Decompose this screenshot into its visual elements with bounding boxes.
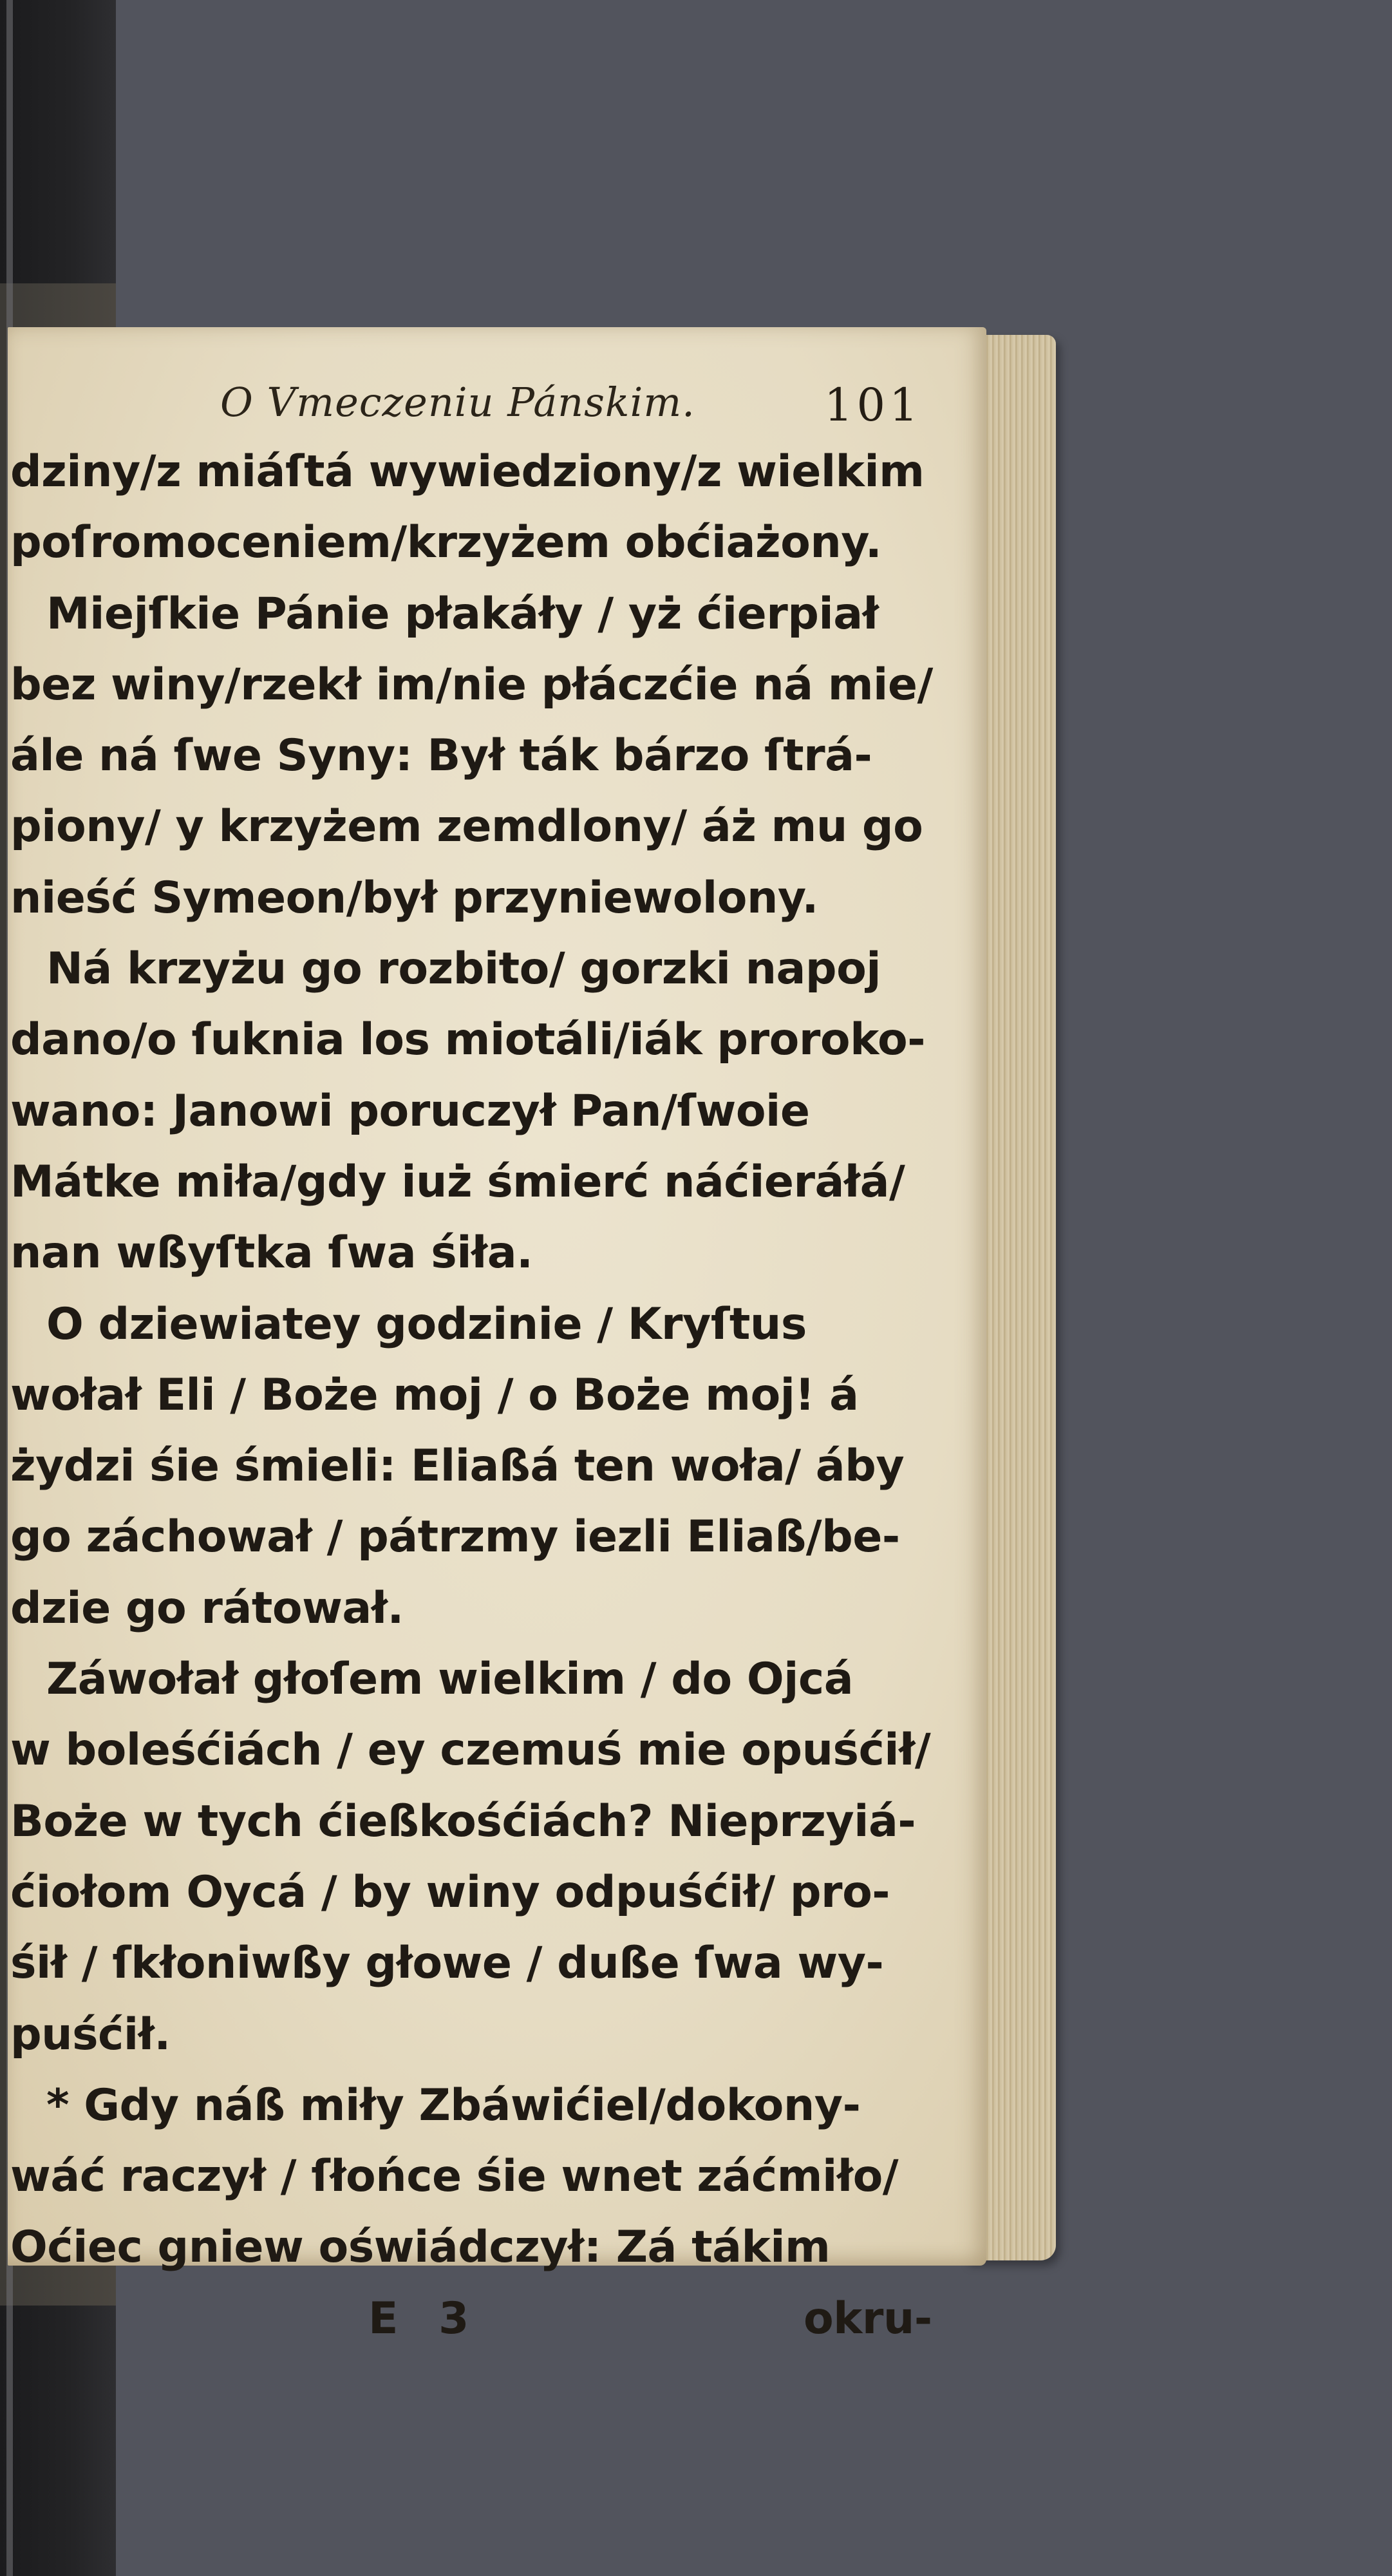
text-line-6: piony/ y krzyżem zemdlony/ áż mu go	[10, 801, 923, 853]
text-line-19: w boleśćiách / ey czemuś mie opuśćił/	[10, 1725, 931, 1776]
text-line-9: dano/o ſuknia los miotáli/iák proroko-	[10, 1014, 925, 1066]
page-number: 101	[824, 379, 922, 431]
text-line-18: Záwołał głoſem wielkim / do Ojcá	[46, 1654, 854, 1705]
text-line-11: Mátke miła/gdy iuż śmierć náćieráłá/	[10, 1156, 905, 1208]
text-block	[8, 437, 967, 2354]
text-line-12: nan wßyſtka ſwa śiła.	[10, 1227, 533, 1279]
text-line-7: nieść Symeon/był przyniewolony.	[10, 872, 818, 923]
text-line-15: żydzi śie śmieli: Eliaßá ten woła/ áby	[10, 1441, 905, 1492]
text-line-24: * Gdy náß miły Zbáwićiel/dokony-	[46, 2079, 861, 2131]
text-line-16: go záchował / pátrzmy iezli Eliaß/be-	[10, 1511, 900, 1563]
text-line-5: ále ná ſwe Syny: Był ták bárzo ſtrá-	[10, 730, 872, 782]
signature-mark: E 3	[368, 2293, 469, 2344]
text-line-13: O dziewiatey godzinie / Kryſtus	[46, 1298, 807, 1350]
text-line-14: wołał Eli / Boże moj / o Boże moj! á	[10, 1369, 859, 1421]
text-line-2: poſromoceniem/krzyżem obćiażony.	[10, 517, 882, 569]
footer-line	[8, 2284, 967, 2354]
text-line-26: Oćiec gniew oświádczył: Zá tákim	[10, 2222, 831, 2273]
text-line-10: wano: Janowi poruczył Pan/ſwoie	[10, 1085, 810, 1137]
text-line-21: ćiołom Oycá / by winy odpuśćił/ pro-	[10, 1866, 890, 1918]
text-line-23: puśćił.	[10, 2009, 171, 2060]
text-line-1: dziny/z miáſtá wywiedziony/z wielkim	[10, 446, 925, 497]
text-line-4: bez winy/rzekł im/nie płáczćie ná mie/	[10, 659, 933, 710]
page-header	[8, 379, 986, 437]
text-line-8: Ná krzyżu go rozbito/ gorzki napoj	[46, 943, 881, 995]
text-line-22: śił / ſkłoniwßy głowe / duße ſwa wy-	[10, 1938, 884, 1989]
text-line-25: wáć raczył / ſłońce śie wnet záćmiło/	[10, 2151, 899, 2202]
text-line-20: Boże w tych ćießkośćiách? Nieprzyiá-	[10, 1795, 916, 1847]
text-line-3: Miejſkie Pánie płakáły / yż ćierpiał	[46, 588, 879, 639]
catchword: okru-	[803, 2293, 932, 2344]
text-line-17: dzie go rátował.	[10, 1582, 404, 1634]
running-head: O Vmeczeniu Pánskim.	[220, 379, 695, 426]
book-page	[8, 327, 986, 2344]
